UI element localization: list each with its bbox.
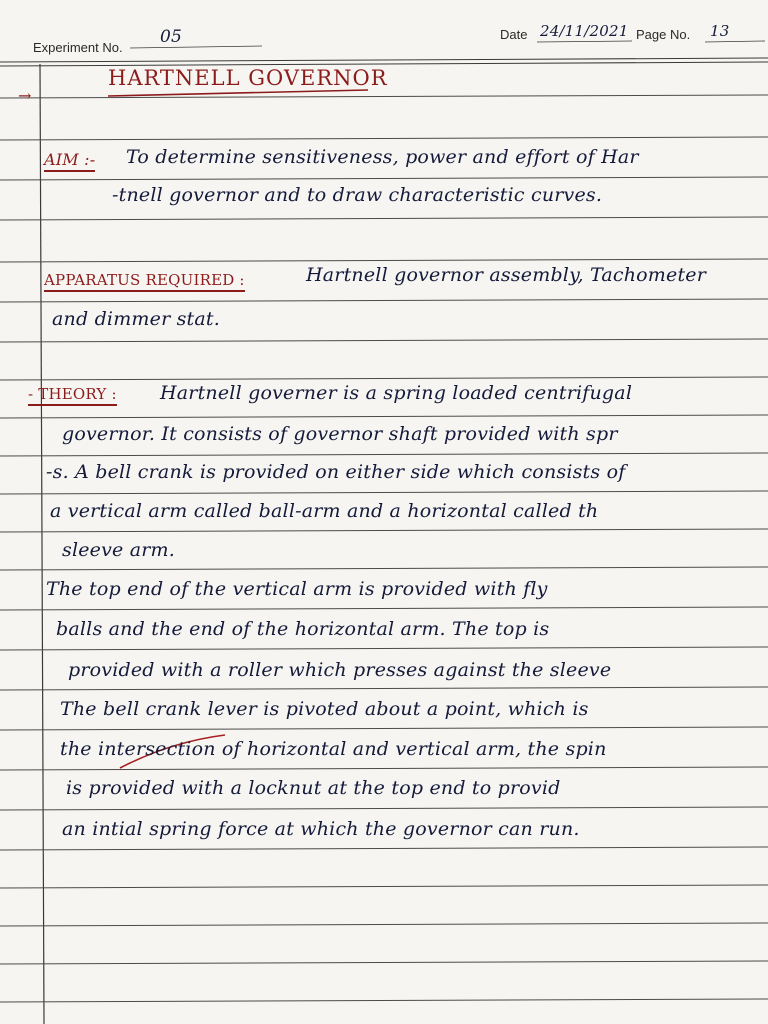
theory-line: governor. It consists of governor shaft provided with spr (62, 423, 618, 445)
aim-line-2: -tnell governor and to draw characteristic curves. (112, 184, 603, 206)
theory-line: Hartnell governer is a spring loaded centrifugal (160, 382, 633, 404)
page-number-label: Page No. (636, 27, 691, 42)
date-label: Date (500, 27, 528, 42)
theory-line: is provided with a locknut at the top end to provid (66, 777, 561, 799)
theory-line: the intersection of horizontal and vertical arm, the spin (60, 738, 607, 760)
experiment-number: 05 (160, 27, 183, 47)
date-value: 24/11/2021 (540, 22, 629, 40)
experiment-label: Experiment No. (33, 40, 123, 55)
aim-label: AIM :- (44, 150, 95, 172)
theory-line: The bell crank lever is pivoted about a point, which is (60, 698, 589, 720)
theory-line: sleeve arm. (62, 539, 175, 561)
page-title: HARTNELL GOVERNOR (108, 66, 388, 90)
page-number: 13 (710, 22, 730, 40)
theory-line: a vertical arm called ball-arm and a horizontal called th (50, 500, 599, 522)
apparatus-label: APPARATUS REQUIRED : (44, 271, 245, 292)
aim-line-1: To determine sensitiveness, power and effort of Har (126, 146, 639, 168)
apparatus-line-1: Hartnell governor assembly, Tachometer (306, 264, 707, 286)
theory-line: an intial spring force at which the governor can run. (62, 818, 580, 840)
theory-line: provided with a roller which presses against the sleeve (68, 659, 612, 681)
theory-line: balls and the end of the horizontal arm. The top is (56, 618, 550, 640)
theory-line: -s. A bell crank is provided on either side which consists of (46, 461, 626, 483)
apparatus-line-2: and dimmer stat. (52, 308, 220, 330)
theory-label: - THEORY : (28, 385, 117, 406)
theory-line: The top end of the vertical arm is provided with fly (46, 578, 548, 600)
margin-arrow: → (18, 86, 32, 105)
